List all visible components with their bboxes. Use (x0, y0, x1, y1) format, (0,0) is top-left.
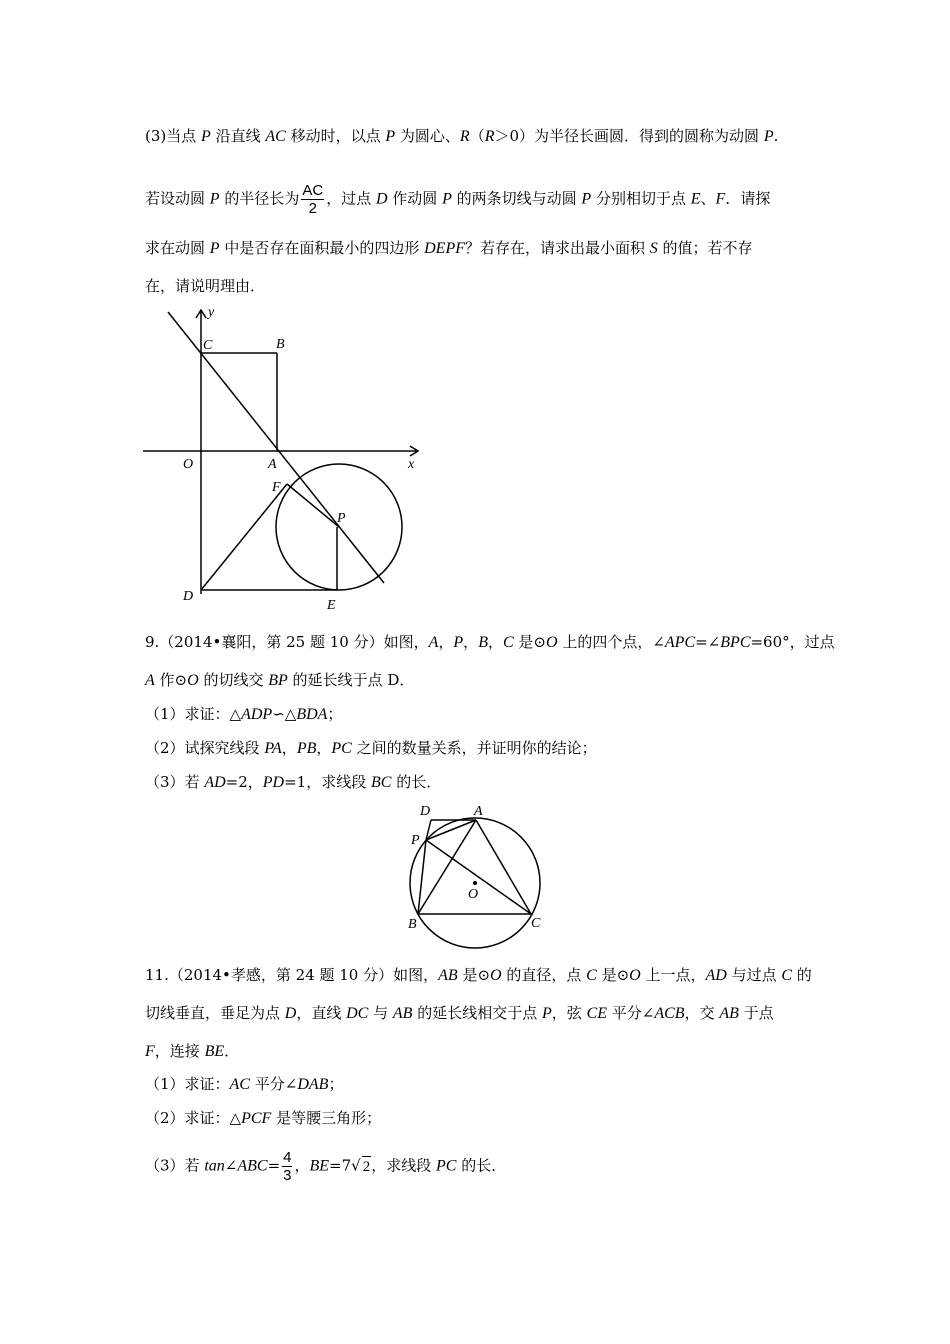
sqrt-sign: √ (351, 1156, 361, 1175)
segment-df (201, 484, 287, 590)
label-a: A (268, 457, 277, 472)
segment-ac (476, 820, 531, 914)
p9-question-3: （3）若 AD=2，PD=1，求线段 BC 的长． (145, 773, 442, 791)
segment-pc (426, 840, 531, 914)
p9-question-1: （1）求证：△ADP∽△BDA； (145, 705, 343, 723)
segment-dp (426, 820, 431, 840)
circle-p (276, 464, 402, 590)
label-p2: P (411, 833, 420, 848)
segment-fp (287, 484, 339, 527)
label-a2: A (474, 804, 483, 819)
fraction-ac-over-2: $\frac{AC}{2}$ (302, 182, 324, 217)
label-c2: C (531, 916, 541, 931)
label-d2: D (420, 804, 431, 819)
fraction-4-over-3: $\frac{4}{3}$ (283, 1149, 292, 1184)
p9-question-2: （2）试探究线段 PA，PB，PC 之间的数量关系，并证明你的结论； (145, 739, 597, 757)
label-p: P (337, 511, 346, 526)
label-f: F (272, 480, 281, 495)
p11-line-2: 切线垂直，垂足为点 D，直线 DC 与 AB 的延长线相交于点 P，弦 CE 平分∠ACB，交 AB 于点 (145, 1004, 774, 1022)
label-y: y (208, 305, 215, 320)
y-axis-arrow (196, 310, 206, 318)
p8-line-1: (3)当点 P 沿直线 AC 移动时，以点 P 为圆心、R（R＞0）为半径长画圆．得到的圆称为动圆 P. (145, 127, 779, 145)
p11-question-3: （3）若 tan∠ABC= $\frac{4}{3}$ ，BE=7√ 2，求线段 PC 的长． (145, 1149, 507, 1184)
p9-line-1: 9.（2014•襄阳，第 25 题 10 分）如图，A，P，B，C 是⊙O 上的四个点，∠APC=∠BPC=60°，过点 (145, 633, 835, 651)
label-x: x (408, 457, 415, 472)
segment-pb (418, 840, 426, 914)
label-b: B (276, 337, 285, 352)
label-o: O (183, 457, 194, 472)
label-b2: B (408, 917, 417, 932)
x-axis-arrow (410, 446, 418, 456)
label-o2: O (468, 887, 479, 902)
label-d: D (183, 589, 194, 604)
p11-line-1: 11.（2014•孝感，第 24 题 10 分）如图，AB 是⊙O 的直径，点 C 是⊙O 上一点，AD 与过点 C 的 (145, 966, 812, 984)
p11-question-2: （2）求证：△PCF 是等腰三角形； (145, 1109, 382, 1127)
line-ac (168, 312, 384, 583)
p11-line-3: F，连接 BE． (145, 1042, 240, 1060)
sqrt-radicand: 2 (362, 1156, 372, 1177)
label-c: C (203, 338, 213, 353)
segment-pa (426, 820, 476, 840)
p8-line-3: 求在动圆 P 中是否存在面积最小的四边形 DEPF？若存在，请求出最小面积 S 的值；若不存 (145, 239, 753, 257)
label-e: E (327, 598, 336, 613)
p11-question-1: （1）求证：AC 平分∠DAB； (145, 1075, 344, 1093)
circle-o (410, 818, 540, 948)
p8-line-2: 若设动圆 P 的半径长为 $\frac{AC}{2}$ ，过点 D 作动圆 P 的两条切线与动圆 P 分别相切于点 E、F．请探 (145, 182, 771, 217)
center-point-o (473, 881, 477, 885)
p8-line-4: 在，请说明理由． (145, 277, 266, 295)
segment-ba (418, 820, 479, 914)
p9-line-2: A 作⊙O 的切线交 BP 的延长线于点 D． (145, 671, 415, 689)
